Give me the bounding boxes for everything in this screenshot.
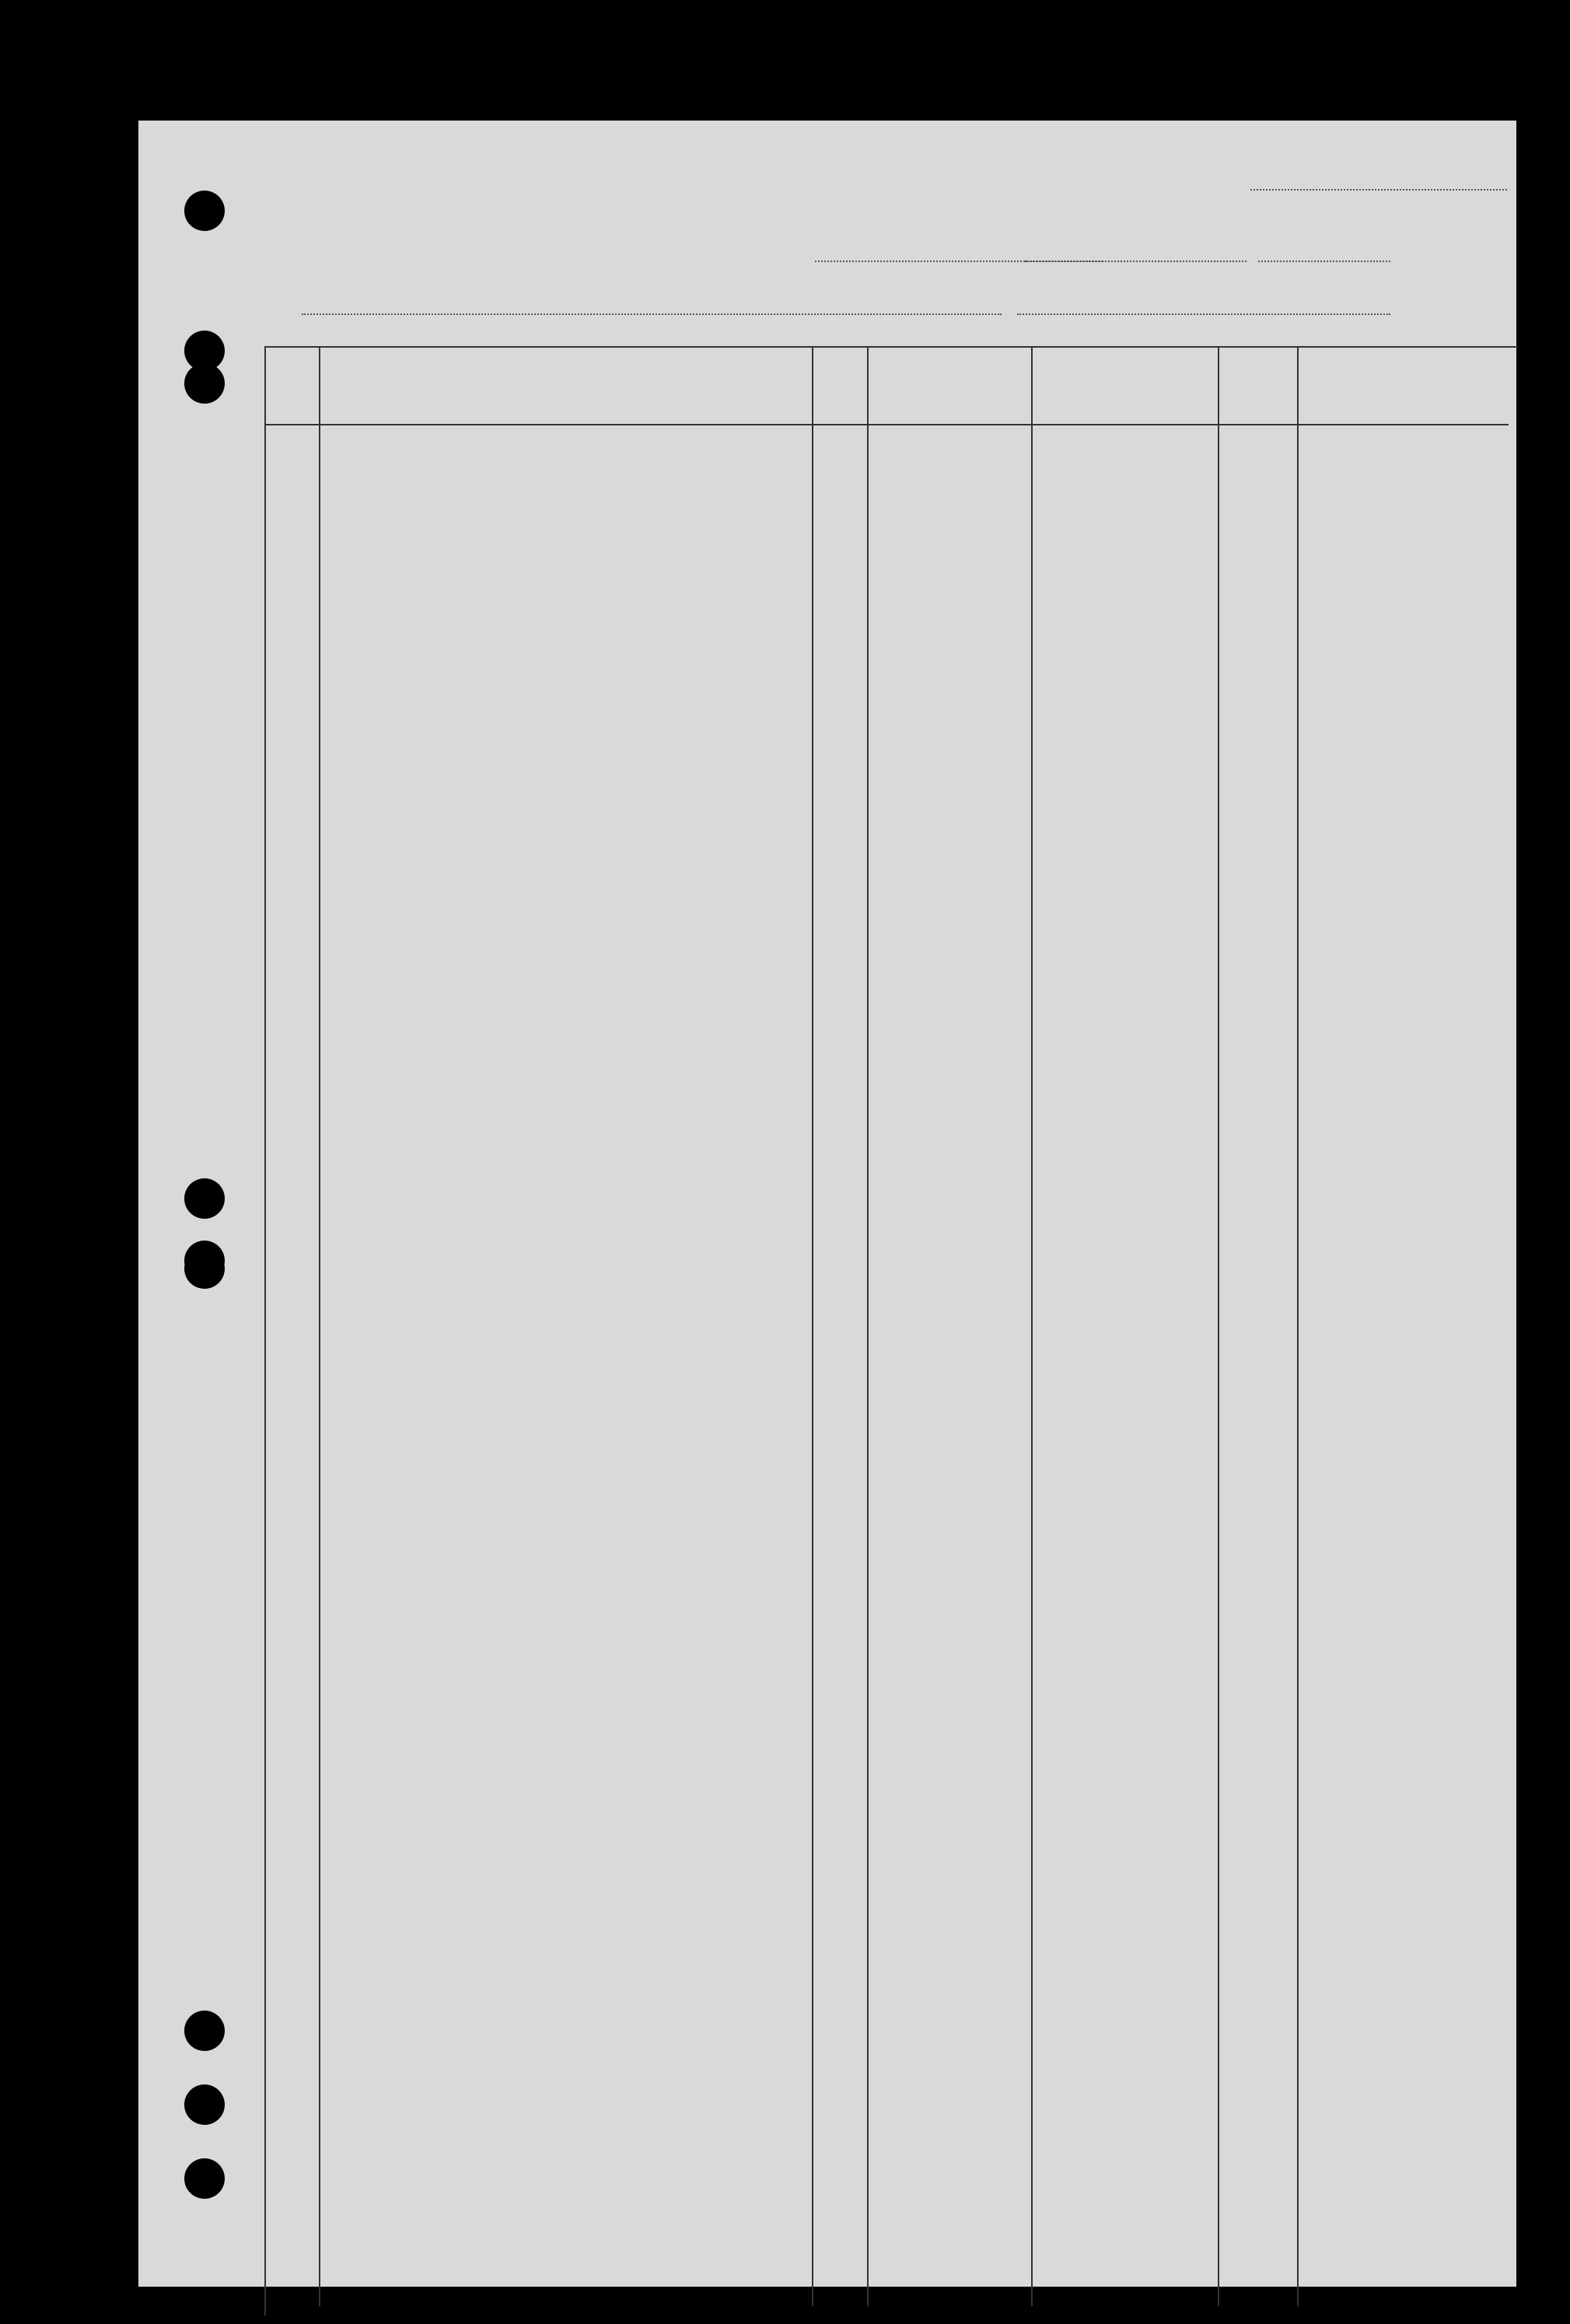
col-divider [319, 346, 320, 2306]
port-line [1017, 313, 1390, 315]
from-line [1025, 261, 1247, 262]
punch-hole [184, 1178, 225, 1219]
punch-hole [184, 191, 225, 231]
punch-hole [184, 1241, 225, 1281]
punch-hole [184, 2011, 225, 2051]
vessel-line [302, 313, 1002, 315]
punch-hole [184, 2158, 225, 2199]
punch-hole [184, 363, 225, 404]
col-divider [1218, 346, 1219, 2306]
punch-hole [184, 2084, 225, 2125]
header-divider [264, 424, 1509, 425]
col-divider [1297, 346, 1299, 2306]
col-divider [867, 346, 869, 2306]
table-frame [264, 346, 1518, 2315]
date-line [1258, 261, 1390, 262]
col-divider [1031, 346, 1033, 2306]
col-divider [812, 346, 813, 2306]
manifest-no-line [1250, 189, 1507, 191]
manifest-page [138, 121, 1516, 2287]
